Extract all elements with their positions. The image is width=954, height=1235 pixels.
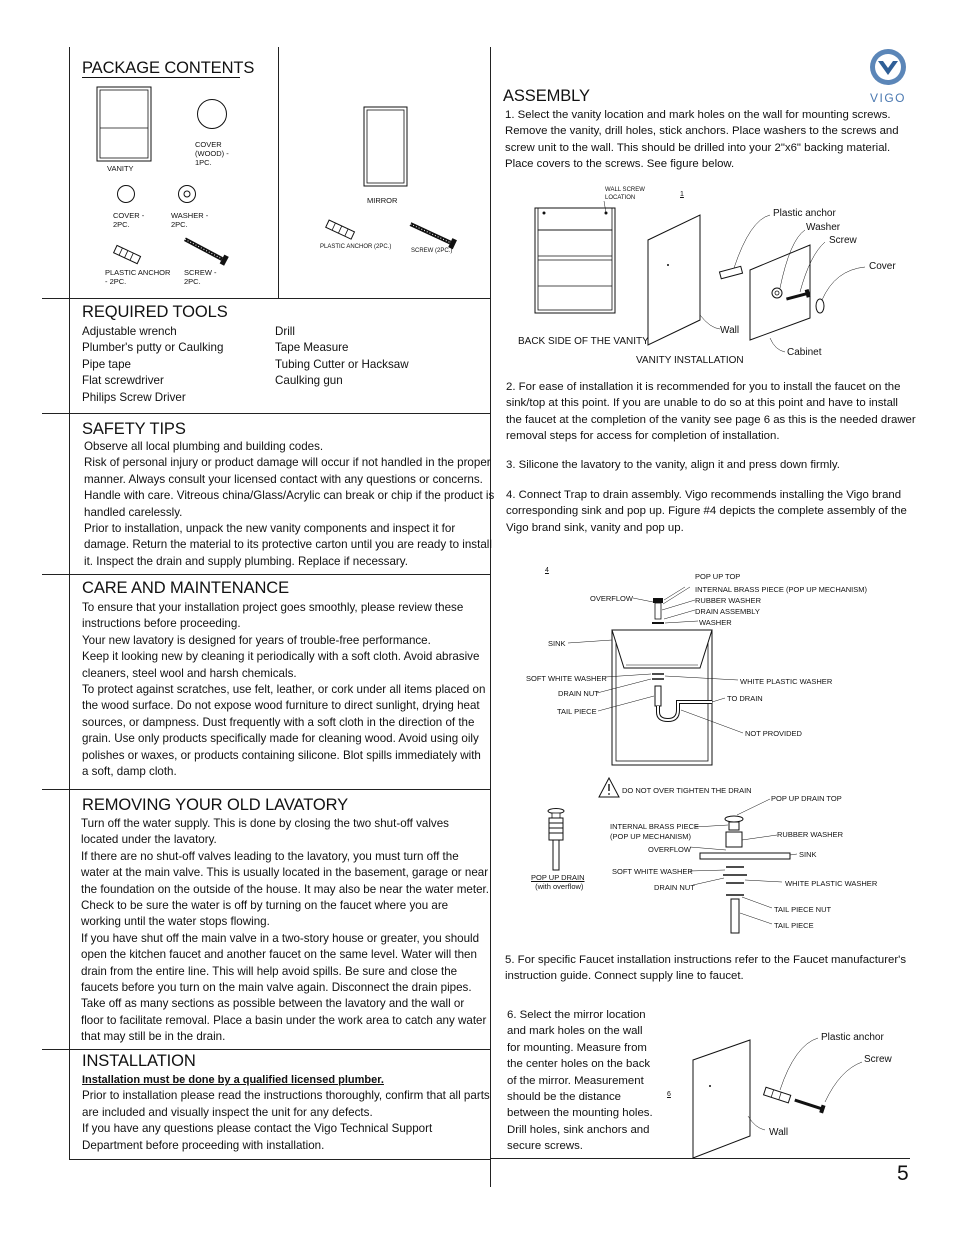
- internal-brass-label: INTERNAL BRASS PIECE (POP UP MECHANISM): [695, 585, 867, 594]
- mirror-label: MIRROR: [367, 196, 398, 205]
- sink-label-b: SINK: [799, 850, 817, 859]
- drain-nut-label: DRAIN NUT: [558, 689, 599, 698]
- installation-text: Installation must be done by a qualified licensed plumber. Prior to installation please read the instructions thoroughly, confirm that all parts are included and visually inspect the unit for any defects. If you have any questions please contact the Vigo Technical Support Department before proceeding with installation.: [82, 1074, 490, 1152]
- safety-tips-text: Observe all local plumbing and building codes. Risk of personal injury or product damage will occur if not handled in the proper manner. Always consult your licensed contact with any questions or concerns. Handle with care. Vitreous china/Glass/Acrylic can break or chip if the product is handled carelessly. Prior to installation, unpack the new vanity components and inspect it for damage. Return the material to its protective carton until you are ready to install it. Inspect the drain and supply plumbing. Replace if necessary.: [84, 440, 495, 568]
- pop-up-drain-illustration: [540, 805, 580, 875]
- mirror-illustration: [363, 106, 408, 187]
- mirror-screw-callout: Screw: [864, 1054, 892, 1065]
- installation-warning: Installation must be done by a qualified licensed plumber.: [82, 1074, 384, 1086]
- white-plastic-washer-label: WHITE PLASTIC WASHER: [740, 677, 833, 686]
- not-provided-label: NOT PROVIDED: [745, 729, 802, 738]
- assembly-title: ASSEMBLY: [503, 87, 590, 105]
- section-divider: [42, 413, 490, 414]
- tool-item: Tape Measure: [275, 341, 349, 355]
- do-not-overtighten-label: DO NOT OVER TIGHTEN THE DRAIN: [622, 786, 752, 795]
- drain-assembly-label: DRAIN ASSEMBLY: [695, 607, 760, 616]
- white-plastic-washer-label-b: WHITE PLASTIC WASHER: [785, 879, 878, 888]
- removing-text: Turn off the water supply. This is done by closing the two shut-off valves located under the lavatory. If there are no shut-off valves leading to the lavatory, you must turn off the water at the main valve. This is usually located in the basement, garage or near the foundation on the outside of the house. It may also be near the water meter. Check to be sure the water is off by turning on the faucet where you are working until the water stops flowing. If you have shut off the main valve in a two-story house or greater, you should open the kitchen faucet and another faucet on the same level. Water will then drain from the entire line. This will help avoid spills. Be sure and close the faucets before you turn on the main valve again. Disconnect the drain pipes. Take off as many sections as possible between the lavatory and the wall or floor to facilitate removal. Place a basin under the work area to catch any water that may still be in the drain.: [81, 817, 489, 1044]
- overflow-label-b: OVERFLOW: [648, 845, 691, 854]
- figure-6-mirror-install: [690, 1030, 890, 1140]
- section-divider: [42, 1049, 490, 1050]
- care-text: To ensure that your installation project goes smoothly, please review these instructions before proceeding. Your new lavatory is designed for years of trouble-free performance. Keep it looking new by cleaning it periodically with a soft cloth. Avoid abrasive cleaners, steel wool and harsh chemicals. To protect against scratches, use felt, leather, or cork under all items placed on the wood surface. Do not expose wood furniture to direct sunlight, drying heat sources, or dampness. Dust frequently with a soft cloth in the direction of the grain. Use only products specifically made for cleaning wood. Avoid using oily polishes or waxes, or products containing silicone. Blot spills immediately with a soft, damp cloth.: [82, 601, 486, 779]
- rubber-washer-label-b: RUBBER WASHER: [777, 830, 843, 839]
- mirror-screw-label: SCREW (2PC.): [411, 248, 453, 254]
- tool-item: Tubing Cutter or Hacksaw: [275, 357, 409, 371]
- mirror-plastic-anchor-callout: Plastic anchor: [821, 1032, 884, 1043]
- figure-1-back-of-vanity: [534, 198, 616, 314]
- cover-label: COVER - 2PC.: [113, 211, 145, 229]
- cover-illustration: [116, 184, 136, 204]
- cover-wood-label: COVER (WOOD) - 1PC.: [195, 140, 229, 167]
- screw-callout: Screw: [829, 235, 857, 246]
- mirror-wall-callout: Wall: [769, 1127, 789, 1138]
- tool-item: Drill: [275, 325, 295, 338]
- pop-up-drain-top-label: POP UP DRAIN TOP: [771, 794, 842, 803]
- required-tools-title: REQUIRED TOOLS: [82, 303, 228, 321]
- soft-white-washer-label: SOFT WHITE WASHER: [526, 674, 607, 683]
- screw-illustration: [180, 238, 234, 264]
- assembly-step2: 2. For ease of installation it is recommended for you to install the faucet on the sink/top at this point. If you are unable to do so at this point and have to install the faucet at the completion of the vanity see page 6 as this is the needed drawer removal steps for access for completion of installation.: [506, 381, 916, 443]
- section-divider: [42, 789, 490, 790]
- tool-item: Philips Screw Driver: [82, 390, 186, 404]
- figure-1-number: 1: [680, 191, 684, 198]
- washer-callout: Washer: [806, 222, 841, 233]
- assembly-step4: 4. Connect Trap to drain assembly. Vigo recommends installing the Vigo brand corresponding sink and pop up. Figure #4 depicts the complete assembly of the Vigo brand sink, vanity and pop up.: [506, 489, 907, 534]
- tool-item: Adjustable wrench: [82, 325, 177, 338]
- mirror-anchor-label: PLASTIC ANCHOR (2PC.): [320, 244, 392, 250]
- assembly-step1: 1. Select the vanity location and mark holes on the wall for mounting screws. Remove the vanity, drill holes, stick anchors. Place washers to the screws and screw unit to the wall. This should be drilled into your 2"x6" backing material. Place covers to the screws. See figure below.: [505, 109, 899, 171]
- middle-divider: [490, 47, 491, 1187]
- cover-wood-illustration: [196, 98, 228, 130]
- washer-label: WASHER - 2PC.: [171, 211, 209, 229]
- plastic-anchor-label: PLASTIC ANCHOR - 2PC.: [105, 268, 171, 286]
- cover-callout: Cover: [869, 261, 896, 272]
- mirror-screw-illustration: [406, 222, 462, 248]
- section-divider: [42, 298, 490, 299]
- to-drain-label: TO DRAIN: [727, 694, 763, 703]
- page-number: 5: [897, 1162, 909, 1185]
- pop-up-drain-caption: POP UP DRAIN (with overflow): [531, 873, 585, 891]
- tool-item: Caulking gun: [275, 374, 343, 388]
- screw-label: SCREW - 2PC.: [184, 268, 217, 286]
- assembly-step6: 6. Select the mirror location and mark holes on the wall for mounting. Measure from the center holes on the back of the mirror. Measurement should be the distance between the mounting holes. Drill holes, sink anchors and secure screws.: [507, 1009, 653, 1153]
- wall-screw-location-label: WALL SCREW LOCATION: [605, 187, 645, 201]
- tools-list-left: [82, 324, 223, 406]
- internal-brass-piece-label: INTERNAL BRASS PIECE (POP UP MECHANISM): [610, 822, 699, 841]
- installation-title: INSTALLATION: [82, 1052, 196, 1070]
- cabinet-callout: Cabinet: [787, 347, 822, 358]
- plastic-anchor-callout: Plastic anchor: [773, 208, 836, 219]
- figure-4b-exploded-drain: [690, 795, 810, 935]
- overflow-label: OVERFLOW: [590, 594, 633, 603]
- care-title: CARE AND MAINTENANCE: [82, 579, 290, 597]
- vigo-logo-text: VIGO: [870, 91, 907, 105]
- back-side-caption: BACK SIDE OF THE VANITY: [518, 336, 649, 347]
- sink-label: SINK: [548, 639, 566, 648]
- package-contents-title: PACKAGE CONTENTS: [82, 59, 255, 77]
- tool-item: Plumber's putty or Caulking: [82, 341, 224, 355]
- tools-list-right: [275, 324, 409, 390]
- assembly-step3: 3. Silicone the lavatory to the vanity, align it and press down firmly.: [506, 459, 840, 471]
- tool-item: Pipe tape: [82, 357, 131, 371]
- plastic-anchor-illustration: [112, 246, 144, 264]
- vanity-label: VANITY: [107, 164, 134, 173]
- vanity-illustration: [96, 86, 152, 162]
- section-divider: [42, 574, 490, 575]
- package-divider: [278, 47, 279, 298]
- washer-illustration: [177, 184, 197, 204]
- tail-piece-label: TAIL PIECE: [557, 707, 597, 716]
- tool-item: Flat screwdriver: [82, 374, 164, 388]
- tail-piece-label-b: TAIL PIECE: [774, 921, 814, 930]
- drain-nut-label-b: DRAIN NUT: [654, 883, 695, 892]
- figure-6-number: 6: [667, 1091, 671, 1098]
- tail-piece-nut-label: TAIL PIECE NUT: [774, 905, 832, 914]
- vanity-installation-caption: VANITY INSTALLATION: [636, 355, 744, 366]
- removing-title: REMOVING YOUR OLD LAVATORY: [82, 796, 349, 814]
- figure-4-number: 4: [545, 567, 549, 574]
- bottom-border: [69, 1159, 490, 1160]
- bottom-border-right: [490, 1158, 910, 1159]
- assembly-step5: 5. For specific Faucet installation instructions refer to the Faucet manufacturer's instruction guide. Connect supply line to faucet.: [505, 954, 907, 983]
- washer-label: WASHER: [699, 618, 732, 627]
- soft-white-washer-label-b: SOFT WHITE WASHER: [612, 867, 693, 876]
- safety-tips-title: SAFETY TIPS: [82, 420, 186, 438]
- wall-callout: Wall: [720, 325, 740, 336]
- rubber-washer-label: RUBBER WASHER: [695, 596, 761, 605]
- mirror-anchor-illustration: [324, 220, 358, 240]
- pop-up-top-label: POP UP TOP: [695, 572, 741, 581]
- package-contents-underline: [82, 77, 240, 78]
- left-border: [69, 47, 70, 1160]
- caution-icon: [598, 777, 620, 799]
